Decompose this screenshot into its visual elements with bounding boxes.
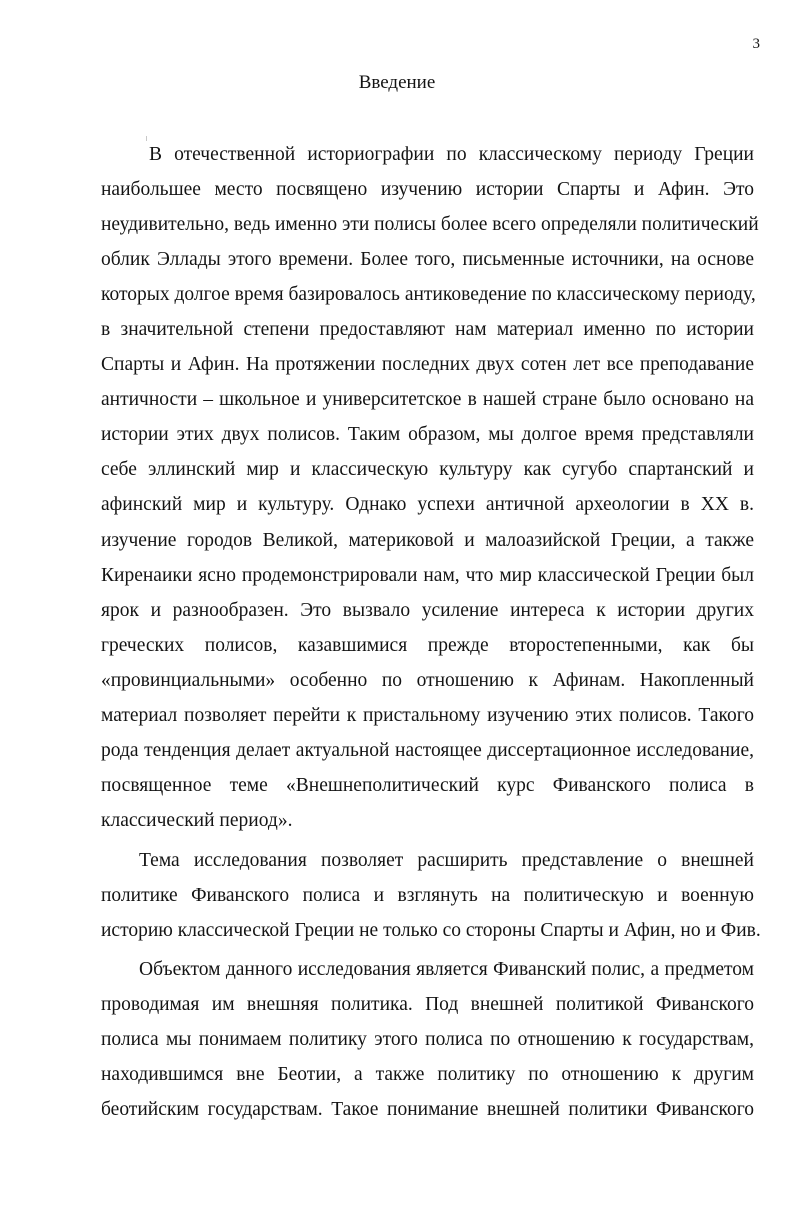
- text-line: политике Фиванского полиса и взглянуть на политическую и военную: [101, 885, 754, 906]
- text-line: Спарты и Афин. На протяжении последних двух сотен лет все преподавание: [101, 354, 754, 375]
- text-line: античности – школьное и университетское в нашей стране было основано на: [101, 389, 754, 410]
- text-line: посвященное теме «Внешнеполитический курс Фиванского полиса в: [101, 775, 754, 796]
- text-line: афинский мир и культуру. Однако успехи античной археологии в XX в.: [101, 494, 754, 515]
- text-line: неудивительно, ведь именно эти полисы более всего определяли политический: [101, 214, 759, 235]
- text-line: греческих полисов, казавшимися прежде второстепенными, как бы: [101, 635, 754, 656]
- text-line: ярок и разнообразен. Это вызвало усиление интереса к истории других: [101, 600, 754, 621]
- page-title: Введение: [358, 72, 436, 93]
- page-number: 3: [752, 36, 760, 52]
- text-line: изучение городов Великой, материковой и малоазийской Греции, а также: [101, 530, 754, 551]
- text-line: «провинциальными» особенно по отношению к Афинам. Накопленный: [101, 670, 754, 691]
- text-line: Киренаики ясно продемонстрировали нам, что мир классической Греции был: [101, 565, 754, 586]
- text-line: беотийским государствам. Такое понимание внешней политики Фиванского: [101, 1099, 754, 1120]
- text-line: в значительной степени предоставляют нам материал именно по истории: [101, 319, 754, 340]
- text-line: проводимая им внешняя политика. Под внешней политикой Фиванского: [101, 994, 754, 1015]
- text-line: Объектом данного исследования является Фиванский полис, а предметом: [139, 959, 754, 980]
- text-line: В отечественной историографии по классическому периоду Греции: [149, 144, 754, 165]
- text-line: материал позволяет перейти к пристальному изучению этих полисов. Такого: [101, 705, 754, 726]
- text-line: которых долгое время базировалось антиковедение по классическому периоду,: [101, 284, 756, 305]
- text-line: классический период».: [101, 810, 293, 831]
- text-line: Тема исследования позволяет расширить представление о внешней: [139, 850, 754, 871]
- text-line: полиса мы понимаем политику этого полиса по отношению к государствам,: [101, 1029, 754, 1050]
- text-line: облик Эллады этого времени. Более того, письменные источники, на основе: [101, 249, 754, 270]
- scan-artifact: [146, 136, 147, 141]
- text-line: историю классической Греции не только со стороны Спарты и Афин, но и Фив.: [101, 920, 761, 941]
- text-line: рода тенденция делает актуальной настоящее диссертационное исследование,: [101, 740, 754, 761]
- text-line: себе эллинский мир и классическую культуру как сугубо спартанский и: [101, 459, 754, 480]
- text-line: истории этих двух полисов. Таким образом, мы долгое время представляли: [101, 424, 754, 445]
- text-line: находившимся вне Беотии, а также политику по отношению к другим: [101, 1064, 754, 1085]
- text-line: наибольшее место посвящено изучению истории Спарты и Афин. Это: [101, 179, 754, 200]
